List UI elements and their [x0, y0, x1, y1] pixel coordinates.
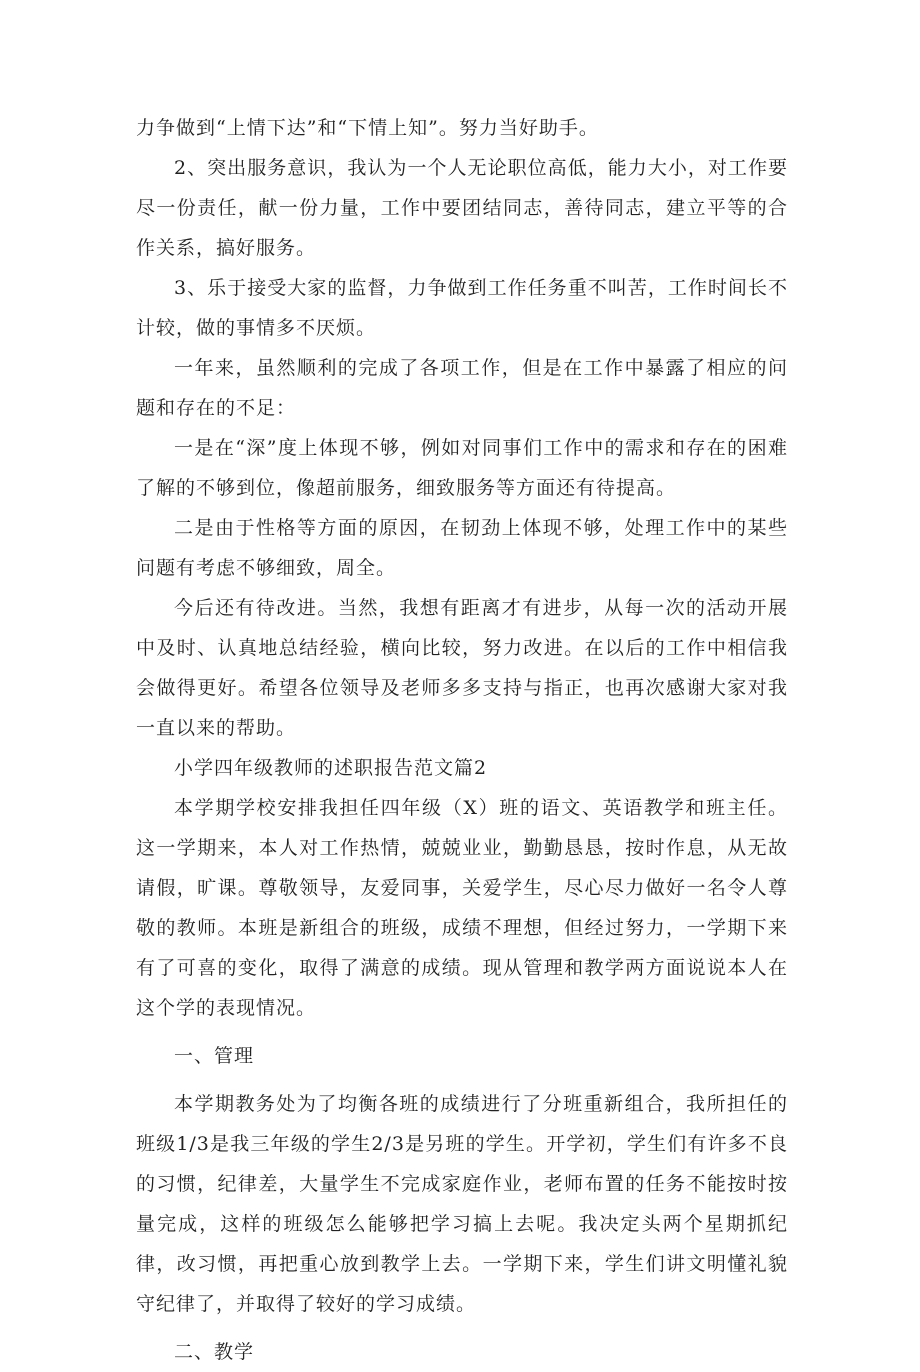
- paragraph-semester-overview: 本学期学校安排我担任四年级（X）班的语文、英语教学和班主任。这一学期来，本人对工作热情，兢兢业业，勤勤恳恳，按时作息，从无故请假，旷课。尊敬领导，友爱同事，关爱学生，尽心尽力做好一名令人尊敬的教师。本班是新组合的班级，成绩不理想，但经过努力，一学期下来有了可喜的变化，取得了满意的成绩。现从管理和教学两方面说说本人在这个学的表现情况。: [136, 797, 788, 1019]
- paragraph-improvement: 今后还有待改进。当然，我想有距离才有进步，从每一次的活动开展中及时、认真地总结经验，横向比较，努力改进。在以后的工作中相信我会做得更好。希望各位领导及老师多多支持与指正，也再次感谢大家对我一直以来的帮助。: [136, 597, 788, 739]
- paragraph-accept-supervision: 3、乐于接受大家的监督，力争做到工作任务重不叫苦，工作时间长不计较，做的事情多不厌烦。: [136, 277, 788, 339]
- paragraph-shortcomings-intro: 一年来，虽然顺利的完成了各项工作，但是在工作中暴露了相应的问题和存在的不足：: [136, 357, 788, 419]
- paragraph-shortcoming-tenacity: 二是由于性格等方面的原因，在韧劲上体现不够，处理工作中的某些问题有考虑不够细致，周全。: [136, 517, 788, 579]
- paragraph-continuation: 力争做到“上情下达”和“下情上知”。努力当好助手。: [136, 117, 599, 139]
- paragraph-shortcoming-depth: 一是在“深”度上体现不够，例如对同事们工作中的需求和存在的困难了解的不够到位，像超前服务，细致服务等方面还有待提高。: [136, 437, 788, 499]
- heading-teaching: 二、教学: [174, 1341, 255, 1363]
- document-body: [136, 108, 788, 1372]
- heading-management: 一、管理: [174, 1045, 255, 1067]
- section-title-article-2: 小学四年级教师的述职报告范文篇2: [174, 757, 488, 779]
- paragraph-service-awareness: 2、突出服务意识，我认为一个人无论职位高低，能力大小，对工作要尽一份责任，献一份力量，工作中要团结同志，善待同志，建立平等的合作关系，搞好服务。: [136, 157, 788, 259]
- paragraph-management-detail: 本学期教务处为了均衡各班的成绩进行了分班重新组合，我所担任的班级1/3是我三年级的学生2/3是另班的学生。开学初，学生们有许多不良的习惯，纪律差，大量学生不完成家庭作业，老师布置的任务不能按时按量完成，这样的班级怎么能够把学习搞上去呢。我决定头两个星期抓纪律，改习惯，再把重心放到教学上去。一学期下来，学生们讲文明懂礼貌守纪律了，并取得了较好的学习成绩。: [136, 1093, 788, 1315]
